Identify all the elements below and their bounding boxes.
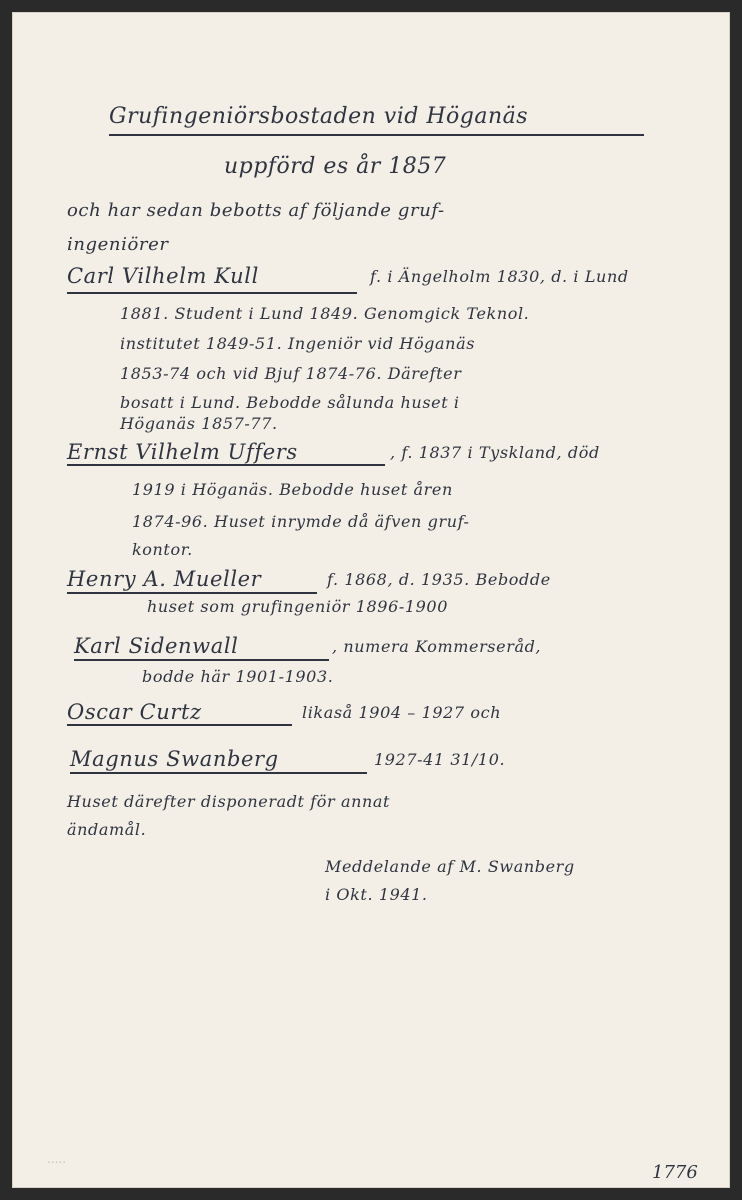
entry-line: , numera Kommerseråd, xyxy=(332,637,542,656)
name-underline xyxy=(67,292,357,294)
entry-line: 1853-74 och vid Bjuf 1874-76. Därefter xyxy=(120,364,462,383)
document-subtitle: uppförd es år 1857 xyxy=(224,154,447,179)
catalog-number: 1776 xyxy=(652,1162,698,1183)
engineer-name-swanberg: Magnus Swanberg xyxy=(70,747,279,771)
name-underline xyxy=(67,724,292,726)
entry-line: f. i Ängelholm 1830, d. i Lund xyxy=(370,267,629,286)
entry-line: 1874-96. Huset inrymde då äfven gruf- xyxy=(132,512,470,531)
paper-sheet xyxy=(12,12,730,1188)
entry-line: institutet 1849-51. Ingeniör vid Höganäs xyxy=(120,334,476,353)
intro-line-1: och har sedan bebotts af följande gruf- xyxy=(67,200,445,221)
signature-line-2: i Okt. 1941. xyxy=(325,885,428,904)
faint-pencil-mark: ..... xyxy=(47,1152,67,1166)
engineer-name-curtz: Oscar Curtz xyxy=(67,700,202,724)
entry-line: 1881. Student i Lund 1849. Genomgick Teknol. xyxy=(120,304,530,323)
entry-line: f. 1868, d. 1935. Bebodde xyxy=(327,570,551,589)
entry-line: , f. 1837 i Tyskland, död xyxy=(390,443,600,462)
entry-line: huset som grufingeniör 1896-1900 xyxy=(147,597,448,616)
name-underline xyxy=(67,592,317,594)
engineer-name-sidenwall: Karl Sidenwall xyxy=(74,634,239,658)
closing-line-2: ändamål. xyxy=(67,820,147,839)
entry-line: kontor. xyxy=(132,540,193,559)
entry-line: 1919 i Höganäs. Bebodde huset åren xyxy=(132,480,453,499)
entry-line: bodde här 1901-1903. xyxy=(142,667,334,686)
entry-line: 1927-41 31/10. xyxy=(374,750,506,769)
name-underline xyxy=(74,659,329,661)
handwritten-text xyxy=(12,12,730,1188)
entry-line: likaså 1904 – 1927 och xyxy=(302,703,502,722)
closing-line-1: Huset därefter disponeradt för annat xyxy=(67,792,391,811)
name-underline xyxy=(70,772,367,774)
name-underline xyxy=(67,464,385,466)
engineer-name-kull: Carl Vilhelm Kull xyxy=(67,264,259,288)
document-title: Grufingeniörsbostaden vid Höganäs xyxy=(109,104,529,129)
entry-line: bosatt i Lund. Bebodde sålunda huset i xyxy=(120,393,460,412)
intro-line-2: ingeniörer xyxy=(67,234,169,255)
engineer-name-mueller: Henry A. Mueller xyxy=(67,567,262,591)
signature-line-1: Meddelande af M. Swanberg xyxy=(325,857,575,876)
entry-line: Höganäs 1857-77. xyxy=(120,414,278,433)
title-underline xyxy=(109,134,644,136)
engineer-name-uffers: Ernst Vilhelm Uffers xyxy=(67,440,298,464)
